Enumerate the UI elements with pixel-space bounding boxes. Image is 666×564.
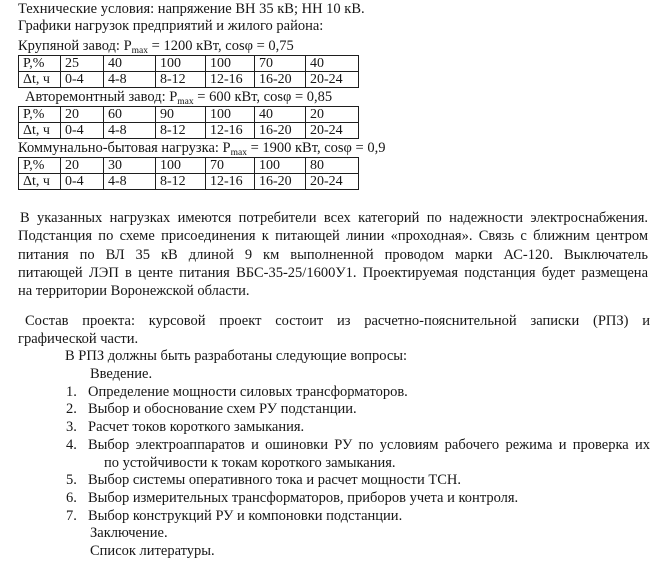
power-value-cell: 30: [104, 158, 156, 174]
power-value-cell: 100: [206, 56, 255, 72]
power-row: [19, 107, 359, 123]
power-value-cell: 20: [61, 107, 104, 123]
load-table-grain-mill: [18, 55, 359, 88]
paragraph-line: на территории Воронежской области.: [18, 283, 250, 300]
power-value-cell: 80: [306, 158, 359, 174]
caption-prefix: Авторемонтный завод: P: [25, 89, 178, 105]
time-interval-cell: 0-4: [61, 174, 104, 190]
time-interval-cell: 16-20: [255, 72, 306, 88]
caption-suffix: = 1900 кВт, cosφ = 0,9: [246, 140, 386, 156]
power-value-cell: 25: [61, 56, 104, 72]
time-row: [19, 123, 359, 139]
time-interval-cell: 12-16: [206, 123, 255, 139]
technical-conditions: Технические условия: напряжение ВН 35 кВ; НН 10 кВ.: [18, 1, 365, 17]
references-item: Список литературы.: [90, 542, 215, 559]
time-row-label: Δt, ч: [19, 123, 61, 139]
time-interval-cell: 16-20: [255, 174, 306, 190]
time-row: [19, 174, 359, 190]
time-interval-cell: 8-12: [156, 174, 206, 190]
load-caption-municipal: [18, 139, 385, 157]
time-interval-cell: 12-16: [206, 174, 255, 190]
time-interval-cell: 4-8: [104, 72, 156, 88]
load-table-municipal: [18, 157, 359, 190]
item-number: 6.: [66, 489, 77, 506]
item-text: Выбор системы оперативного тока и расчет мощности ТСН.: [88, 472, 461, 489]
paragraph-line: В указанных нагрузках имеются потребители всех категорий по надежности электроснабжения.: [20, 210, 648, 226]
caption-suffix: = 600 кВт, cosφ = 0,85: [193, 89, 333, 105]
caption-prefix: Коммунально-бытовая нагрузка: P: [18, 140, 231, 156]
caption-prefix: Крупяной завод: P: [18, 38, 132, 54]
introduction-item: Введение.: [90, 366, 153, 383]
power-value-cell: 20: [61, 158, 104, 174]
item-text: Расчет токов короткого замыкания.: [88, 419, 305, 436]
time-interval-cell: 12-16: [206, 72, 255, 88]
power-value-cell: 40: [255, 107, 306, 123]
requirements-paragraph: [0, 209, 666, 300]
power-value-cell: 100: [255, 158, 306, 174]
composition-line: Состав проекта: курсовой проект состоит из расчетно-пояснительной записки (РПЗ) и: [25, 313, 650, 329]
power-value-cell: 60: [104, 107, 156, 123]
power-value-cell: 70: [255, 56, 306, 72]
item-number: 4.: [66, 436, 77, 453]
paragraph-line: питания по ВЛ 35 кВ длиной 9 км выполненной проводом марки АС-120. Выключатель: [18, 246, 648, 263]
time-interval-cell: 4-8: [104, 123, 156, 139]
project-composition: [0, 313, 666, 561]
caption-subscript: max: [131, 46, 149, 56]
rpz-item: [66, 384, 666, 402]
time-interval-cell: 4-8: [104, 174, 156, 190]
power-row-label: P,%: [19, 158, 61, 174]
time-interval-cell: 0-4: [61, 72, 104, 88]
item-text: Определение мощности силовых трансформаторов.: [88, 383, 408, 400]
power-row-label: P,%: [19, 107, 61, 123]
conclusion-item: Заключение.: [90, 525, 168, 542]
rpz-item: [66, 472, 666, 490]
rpz-item: [66, 490, 666, 508]
load-caption-grain-mill: [18, 37, 294, 55]
time-row-label: Δt, ч: [19, 72, 61, 88]
item-text: Выбор измерительных трансформаторов, приборов учета и контроля.: [88, 489, 519, 506]
item-number: 5.: [66, 472, 77, 489]
time-interval-cell: 20-24: [306, 123, 359, 139]
item-number: 1.: [66, 383, 77, 400]
time-row: [19, 72, 359, 88]
power-value-cell: 90: [156, 107, 206, 123]
rpz-item: [66, 419, 666, 437]
item-text: Выбор и обоснование схем РУ подстанции.: [88, 401, 357, 418]
item-text: Выбор электроаппаратов и ошиновки РУ по условиям рабочего режима и проверка их: [88, 436, 650, 453]
item-number: 7.: [66, 507, 77, 524]
composition-line: графической части.: [18, 330, 139, 347]
time-interval-cell: 8-12: [156, 123, 206, 139]
item-text: Выбор конструкций РУ и компоновки подстанции.: [88, 507, 403, 524]
time-row-label: Δt, ч: [19, 174, 61, 190]
power-row-label: P,%: [19, 56, 61, 72]
load-table-auto-repair-plant: [18, 106, 359, 139]
power-value-cell: 40: [104, 56, 156, 72]
caption-subscript: max: [177, 97, 194, 107]
power-value-cell: 40: [306, 56, 359, 72]
rpz-item: [66, 401, 666, 419]
power-value-cell: 100: [156, 158, 206, 174]
paragraph-line: Подстанция по схеме присоединения к питающей линии «проходная». Связь с ближним центром: [18, 228, 648, 245]
rpz-intro: В РПЗ должны быть разработаны следующие вопросы:: [65, 348, 408, 365]
load-caption-auto-repair-plant: [25, 88, 332, 106]
item-number: 3.: [66, 419, 77, 436]
time-interval-cell: 0-4: [61, 123, 104, 139]
power-value-cell: 20: [306, 107, 359, 123]
power-row: [19, 56, 359, 72]
power-row: [19, 158, 359, 174]
rpz-item: [66, 437, 666, 455]
time-interval-cell: 20-24: [306, 72, 359, 88]
time-interval-cell: 16-20: [255, 123, 306, 139]
power-value-cell: 70: [206, 158, 255, 174]
time-interval-cell: 20-24: [306, 174, 359, 190]
caption-subscript: max: [230, 148, 247, 158]
time-interval-cell: 8-12: [156, 72, 206, 88]
paragraph-line: питающей ЛЭП в центе питания ВБС-35-25/1600У1. Проектируемая подстанция будет размещена: [18, 264, 648, 281]
rpz-item: [66, 508, 666, 526]
power-value-cell: 100: [156, 56, 206, 72]
item-text-continuation: по устойчивости к токам короткого замыкания.: [104, 454, 396, 471]
load-graphs-title: Графики нагрузок предприятий и жилого района:: [18, 18, 324, 34]
item-number: 2.: [66, 401, 77, 418]
caption-suffix: = 1200 кВт, cosφ = 0,75: [148, 38, 294, 54]
power-value-cell: 100: [206, 107, 255, 123]
